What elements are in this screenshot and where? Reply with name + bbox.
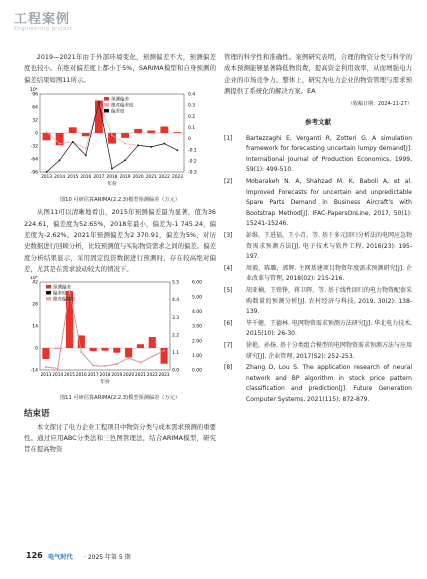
x-tick-label: 2017 [87, 372, 99, 378]
y-right-tick-label: 0.4 [188, 92, 196, 98]
reference-text: Mobarakeh N. A, Shahzad M. K, Baboli A, et al. Improved Forecasts for uncertain and unpredictable Spare Parts Demand in Business Aircraft's with Bootstrap Method[J]. IFAC-PapersOnLine, 2017, 50(1): 15241-15246. [246, 178, 412, 228]
legend-label: 预测偏差 [53, 284, 71, 290]
series-point [163, 349, 165, 351]
chart-fig11 [24, 276, 216, 388]
bar [82, 133, 90, 136]
right-column [224, 52, 412, 406]
y-right-tick-label: 0.00 [192, 368, 203, 374]
left-column [24, 52, 216, 456]
x-tick-label: 2019 [111, 372, 123, 378]
reference-item [224, 231, 412, 263]
conclusion-heading: 结束语 [24, 408, 50, 419]
y-tick-label: 0 [35, 346, 38, 352]
y2-tick-label: 0.0 [172, 368, 180, 374]
y-right-tick-label: 6.00 [192, 280, 203, 286]
bar [42, 348, 49, 359]
reference-number: [7] [224, 341, 233, 349]
reference-text: Bartezzaghi E, Verganti R, Zotteri G. A simulation framework for forecasting uncertain lumpy demand[J]. International Journal of Production Economics, 1999, 59(1): 499-510. [246, 134, 412, 174]
series-point [59, 160, 61, 162]
reference-number: [8] [224, 364, 233, 372]
bar [69, 128, 77, 134]
reference-text: Zhang D, Lou S. The application research of neural network and BP algorithm in stock price pattern classification and prediction[J]. Future Generation Computer Systems, 2021(115): 872-879. [246, 364, 412, 403]
y-tick-label: 32 [32, 118, 38, 124]
y-tick-label: 96 [32, 92, 38, 98]
x-tick-label: 2014 [52, 372, 64, 378]
y-right-tick-label: 5.00 [192, 294, 203, 300]
bar [149, 337, 156, 348]
y-tick-label: 14 [32, 324, 38, 330]
left-paragraph-2: 从图11可以清晰地看出，2015年预测偏差最为显著，值为36 224.61，偏差度为52.65%，2018年最小，偏差为-1 745.24，偏差度为-2.62%。2021年预测偏差为2 370.91，偏差为5%，对历史数据进行回顾分析，比较预测值与实际物资需求之间的偏差。偏差度分析结果显示，采用固定投资数据进行预测时，存在较高绝对偏差，尤其是在需求波动较大的情况下。 [24, 208, 216, 274]
y-axis-unit: 10⁴ [30, 88, 38, 94]
series-point [104, 365, 106, 367]
x-tick-label: 2017 [93, 175, 105, 181]
x-tick-label: 2013 [40, 372, 52, 378]
series-point [124, 160, 126, 162]
y-tick-label: 28 [32, 302, 38, 308]
x-tick-label: 2022 [146, 372, 158, 378]
x-tick-label: 2018 [106, 175, 118, 181]
bar [113, 348, 120, 353]
y-right-tick-label: -0.3 [188, 170, 197, 176]
x-tick-label: 2021 [134, 372, 146, 378]
x-tick-label: 2023 [158, 372, 170, 378]
figure-11 [24, 276, 216, 392]
y-right-tick-label: 0 [188, 137, 191, 143]
legend-label: 偏差度 [111, 109, 125, 115]
series-point [85, 155, 87, 157]
y-right-tick-label: 2.00 [192, 338, 203, 344]
references-heading: 参考文献 [305, 117, 331, 126]
x-tick-label: 2023 [171, 175, 183, 181]
x-tick-label: 2016 [80, 175, 92, 181]
section-header-subtitle: Engineering project [14, 26, 73, 32]
series-point [151, 355, 153, 357]
legend-swatch [104, 109, 109, 113]
y-right-tick-label: 1.00 [192, 353, 203, 359]
bar [121, 133, 129, 138]
series-point [80, 351, 82, 353]
y2-tick-label: 1.1 [172, 350, 180, 356]
y-tick-label: -64 [30, 157, 38, 163]
reference-text: 胡亚楠，王铁铮，蒋卫晖，等. 基于线性回归的电力物资配套采购数量的预测分析[J]. 农村经济与科技, 2019, 30(2): 138-139. [246, 286, 412, 316]
bar [125, 348, 132, 357]
page-footer [0, 548, 427, 568]
reference-item [224, 363, 412, 405]
x-tick-label: 2018 [99, 372, 111, 378]
legend-label: 预测偏差 [111, 97, 129, 103]
series-point [140, 361, 142, 363]
bar [174, 132, 182, 133]
reference-number: [6] [224, 319, 233, 327]
bar [137, 344, 144, 348]
journal-issue: · 2025 年第 5 期 [84, 554, 131, 561]
series-point [111, 168, 113, 170]
series-point [45, 366, 47, 368]
series-point [92, 364, 94, 366]
series-point [46, 131, 48, 133]
x-tick-label: 2015 [67, 175, 79, 181]
reference-item [224, 264, 412, 285]
reference-number: [2] [224, 178, 233, 185]
x-tick-label: 2021 [145, 175, 157, 181]
y-axis-unit: 10⁴ [30, 275, 38, 281]
legend-swatch [46, 285, 51, 289]
x-tick-label: 2014 [54, 175, 66, 181]
x-tick-label: 2022 [158, 175, 170, 181]
y-right-tick-label: 0.1 [188, 126, 196, 132]
bar [101, 348, 108, 351]
legend-swatch [46, 291, 51, 295]
received-date: （收稿日期：2024-11-27） [347, 100, 412, 107]
series-point [72, 141, 74, 143]
series-point [85, 148, 87, 150]
reference-item [224, 134, 412, 176]
y-tick-label: 64 [32, 105, 38, 111]
bar [160, 127, 168, 134]
journal-name: 电气时代 [48, 554, 73, 561]
series-point [111, 135, 113, 137]
reference-text: 徐艳，孙扬. 基于分类组合模型的电网物资需求预测方法与应用研究[J]. 企业管理, 2017(S2): 252-253. [246, 341, 412, 360]
reference-number: [3] [224, 231, 233, 239]
reference-number: [1] [224, 134, 233, 142]
series-point [46, 171, 48, 173]
y-tick-label: -32 [30, 144, 38, 150]
reference-number: [4] [224, 264, 233, 272]
reference-item [224, 177, 412, 230]
x-tick-label: 2020 [132, 175, 144, 181]
y2-tick-label: 4.4 [172, 297, 180, 303]
reference-text: 毕千健，王德林. 电网物资需求预测方法研究[J]. 华北电力技术, 2015(10): 26-30. [246, 319, 412, 338]
references-list [224, 134, 412, 406]
y-right-tick-label: -0.1 [188, 148, 197, 154]
series-point [177, 150, 179, 152]
bar [147, 131, 155, 133]
series-point [116, 363, 118, 365]
series-point [59, 143, 61, 145]
left-paragraph-1: 2019—2021年由于外部环境变化，预测偏差不大，预测偏差度也较小。在绝对偏差度上都小于5%，SARIMA模型和自身预测的偏差结果如图11所示。 [24, 53, 216, 84]
y-right-tick-label: -0.2 [188, 159, 197, 165]
chart-fig10 [24, 86, 216, 190]
reference-item [224, 341, 412, 362]
section-header-title: 工程案例 [14, 12, 71, 27]
x-tick-label: 2015 [64, 372, 76, 378]
y2-tick-label: 2.2 [172, 333, 180, 339]
legend-label: 绝对偏差度 [111, 103, 134, 109]
figure-11-caption: 图11 可研估算ARIMA(2,2,3)模型预测偏差（万元） [59, 394, 181, 401]
legend-label: 偏差度 [53, 290, 67, 296]
y-tick-label: -96 [30, 170, 38, 176]
bar [134, 129, 142, 133]
x-axis-label: 年份 [107, 182, 117, 188]
bar [54, 348, 61, 349]
y2-tick-label: 3.3 [172, 315, 180, 321]
reference-item [224, 286, 412, 318]
series-point [128, 357, 130, 359]
figure-10 [24, 86, 216, 194]
series-point [124, 143, 126, 145]
page-number: 126 [26, 551, 43, 560]
reference-text: 彭维，王进福，王小青，等. 基于多元回归分析法的电网应急物资需求预测方法[J]. 电子技术与软件工程, 2016(23): 195-197. [246, 231, 412, 261]
y-right-tick-label: 0.3 [188, 103, 196, 109]
series-line [46, 290, 164, 368]
series-point [57, 367, 59, 369]
x-tick-label: 2013 [41, 175, 53, 181]
y-right-tick-label: 0.2 [188, 115, 196, 121]
legend-swatch [104, 97, 109, 101]
legend-label: 绝对偏差度 [53, 296, 76, 302]
series-point [163, 143, 165, 145]
x-tick-label: 2020 [123, 372, 135, 378]
series-point [137, 145, 139, 147]
reference-text: 周毅，陈璐，郭辉. 主网基建项目物资年度需求预测研究[J]. 企业改革与管理, 2018(02): 215-216. [246, 264, 412, 283]
reference-item [224, 319, 412, 340]
bar [90, 348, 97, 351]
y-right-tick-label: 4.00 [192, 309, 203, 315]
legend-swatch [46, 297, 51, 301]
legend-swatch [104, 103, 109, 107]
x-tick-label: 2019 [119, 175, 131, 181]
x-axis-label: 年份 [100, 379, 110, 385]
series-point [98, 101, 100, 103]
conclusion-paragraph: 本文探讨了电力企业工程项目中物资分类与成本需求预测的重要性。通过应用ABC分类法和三色图管理法，结合ARIMA模型，研究旨在提高物资 [24, 422, 216, 454]
y2-tick-label: 5.5 [172, 280, 180, 286]
right-paragraph: 管理的科学性和准确性。案例研究表明，合理的物资分类与科学的成本预测能够显著降低物资费，提高资金利用效率，从而增强电力企业的市场竞争力。整体上，研究为电力企业的物资管理与需求预测提供了系统化的解决方案。EA [224, 53, 412, 96]
x-tick-label: 2016 [75, 372, 87, 378]
figure-10-caption: 图10 可研估算ARIMA(2,2,3)模型预测偏差（万元） [59, 197, 181, 204]
y-tick-label: 42 [32, 280, 38, 286]
y-tick-label: 0 [35, 131, 38, 137]
reference-number: [5] [224, 286, 233, 294]
y-right-tick-label: 3.00 [192, 324, 203, 330]
series-point [150, 146, 152, 148]
y-tick-label: -14 [30, 368, 38, 374]
